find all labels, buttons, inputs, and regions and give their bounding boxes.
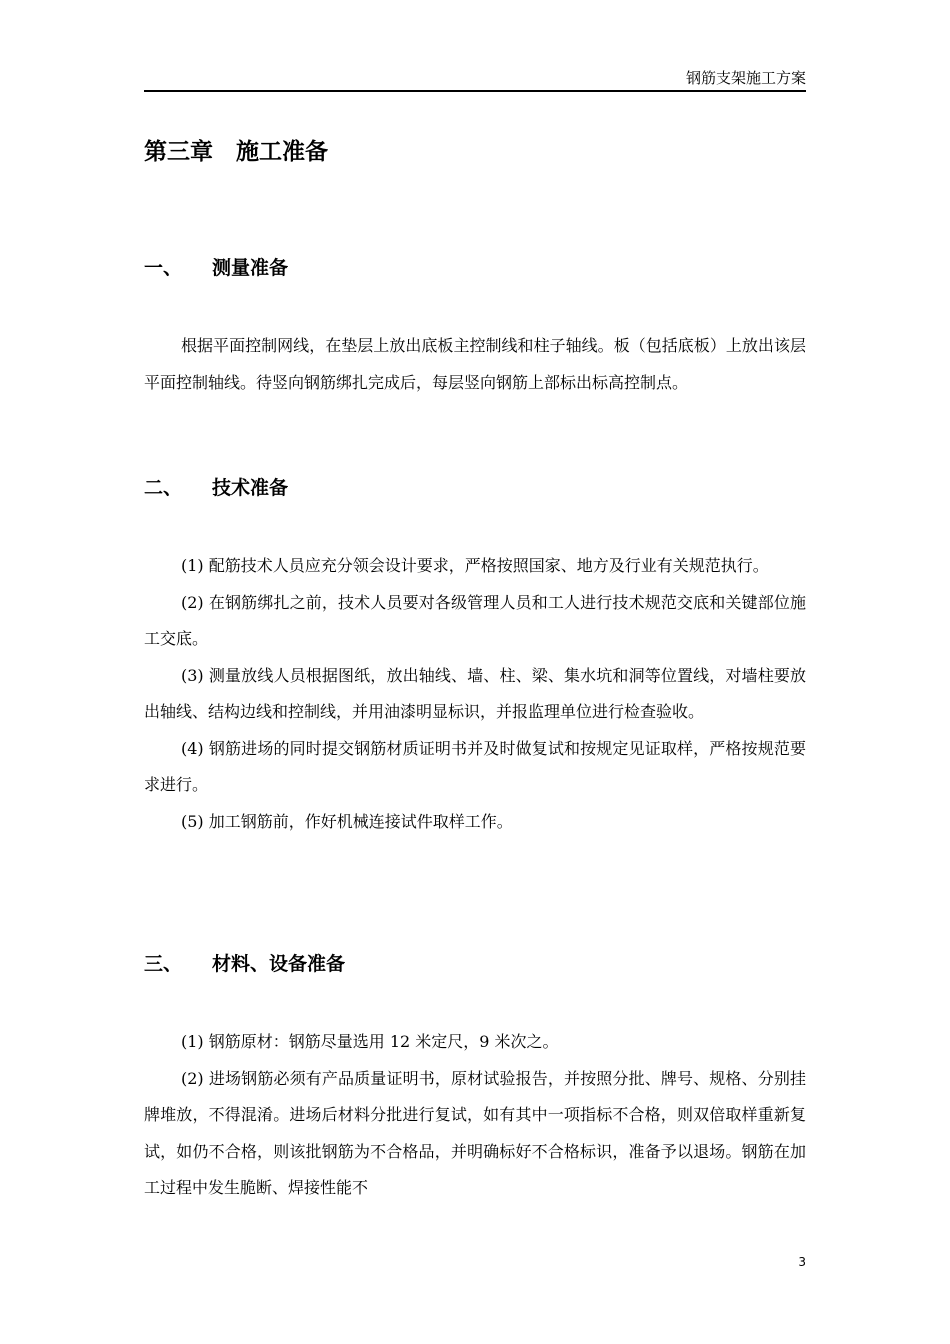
header-title: 钢筋支架施工方案: [685, 69, 806, 87]
section-technical-preparation: [144, 474, 806, 840]
paragraph: (1) 配筋技术人员应充分领会设计要求，严格按照国家、地方及行业有关规范执行。: [181, 556, 769, 575]
section-number: 三、: [144, 953, 183, 975]
paragraph: (1) 钢筋原材：钢筋尽量选用 12 米定尺，9 米次之。: [181, 1032, 559, 1051]
section-body: [144, 1024, 806, 1207]
section-heading: [144, 254, 806, 282]
paragraph: (5) 加工钢筋前，作好机械连接试件取样工作。: [181, 811, 513, 831]
chapter-title: 第三章 施工准备: [144, 139, 328, 165]
section-number: 二、: [144, 477, 183, 499]
page-header: [144, 64, 806, 92]
section-heading: [144, 474, 806, 502]
section-materials-equipment-preparation: [144, 950, 806, 1207]
paragraph: (4) 钢筋进场的同时提交钢筋材质证明书并及时做复试和按规定见证取样，严格按规范要求进行。: [144, 738, 806, 794]
section-body: [144, 328, 806, 401]
section-title: 材料、设备准备: [212, 953, 346, 975]
section-number: 一、: [144, 257, 183, 279]
section-body: [144, 548, 806, 840]
section-survey-preparation: [144, 254, 806, 401]
paragraph: 根据平面控制网线，在垫层上放出底板主控制线和柱子轴线。板（包括底板）上放出该层平面控制轴线。待竖向钢筋绑扎完成后，每层竖向钢筋上部标出标高控制点。: [144, 336, 806, 392]
section-title: 技术准备: [212, 477, 289, 499]
section-title: 测量准备: [212, 257, 289, 279]
page-number: 3: [798, 1255, 806, 1269]
paragraph: (2) 在钢筋绑扎之前，技术人员要对各级管理人员和工人进行技术规范交底和关键部位施工交底。: [144, 592, 806, 648]
paragraph: (3) 测量放线人员根据图纸，放出轴线、墙、柱、梁、集水坑和洞等位置线，对墙柱要放出轴线、结构边线和控制线，并用油漆明显标识，并报监理单位进行检查验收。: [144, 665, 806, 721]
section-heading: [144, 950, 806, 978]
paragraph: (2) 进场钢筋必须有产品质量证明书，原材试验报告，并按照分批、牌号、规格、分别挂牌堆放，不得混淆。进场后材料分批进行复试，如有其中一项指标不合格，则双倍取样重新复试，如仍不合格，则该批钢筋为不合格品，并明确标好不合格标识，准备予以退场。钢筋在加工过程中发生脆断、焊接性能不: [144, 1068, 806, 1197]
